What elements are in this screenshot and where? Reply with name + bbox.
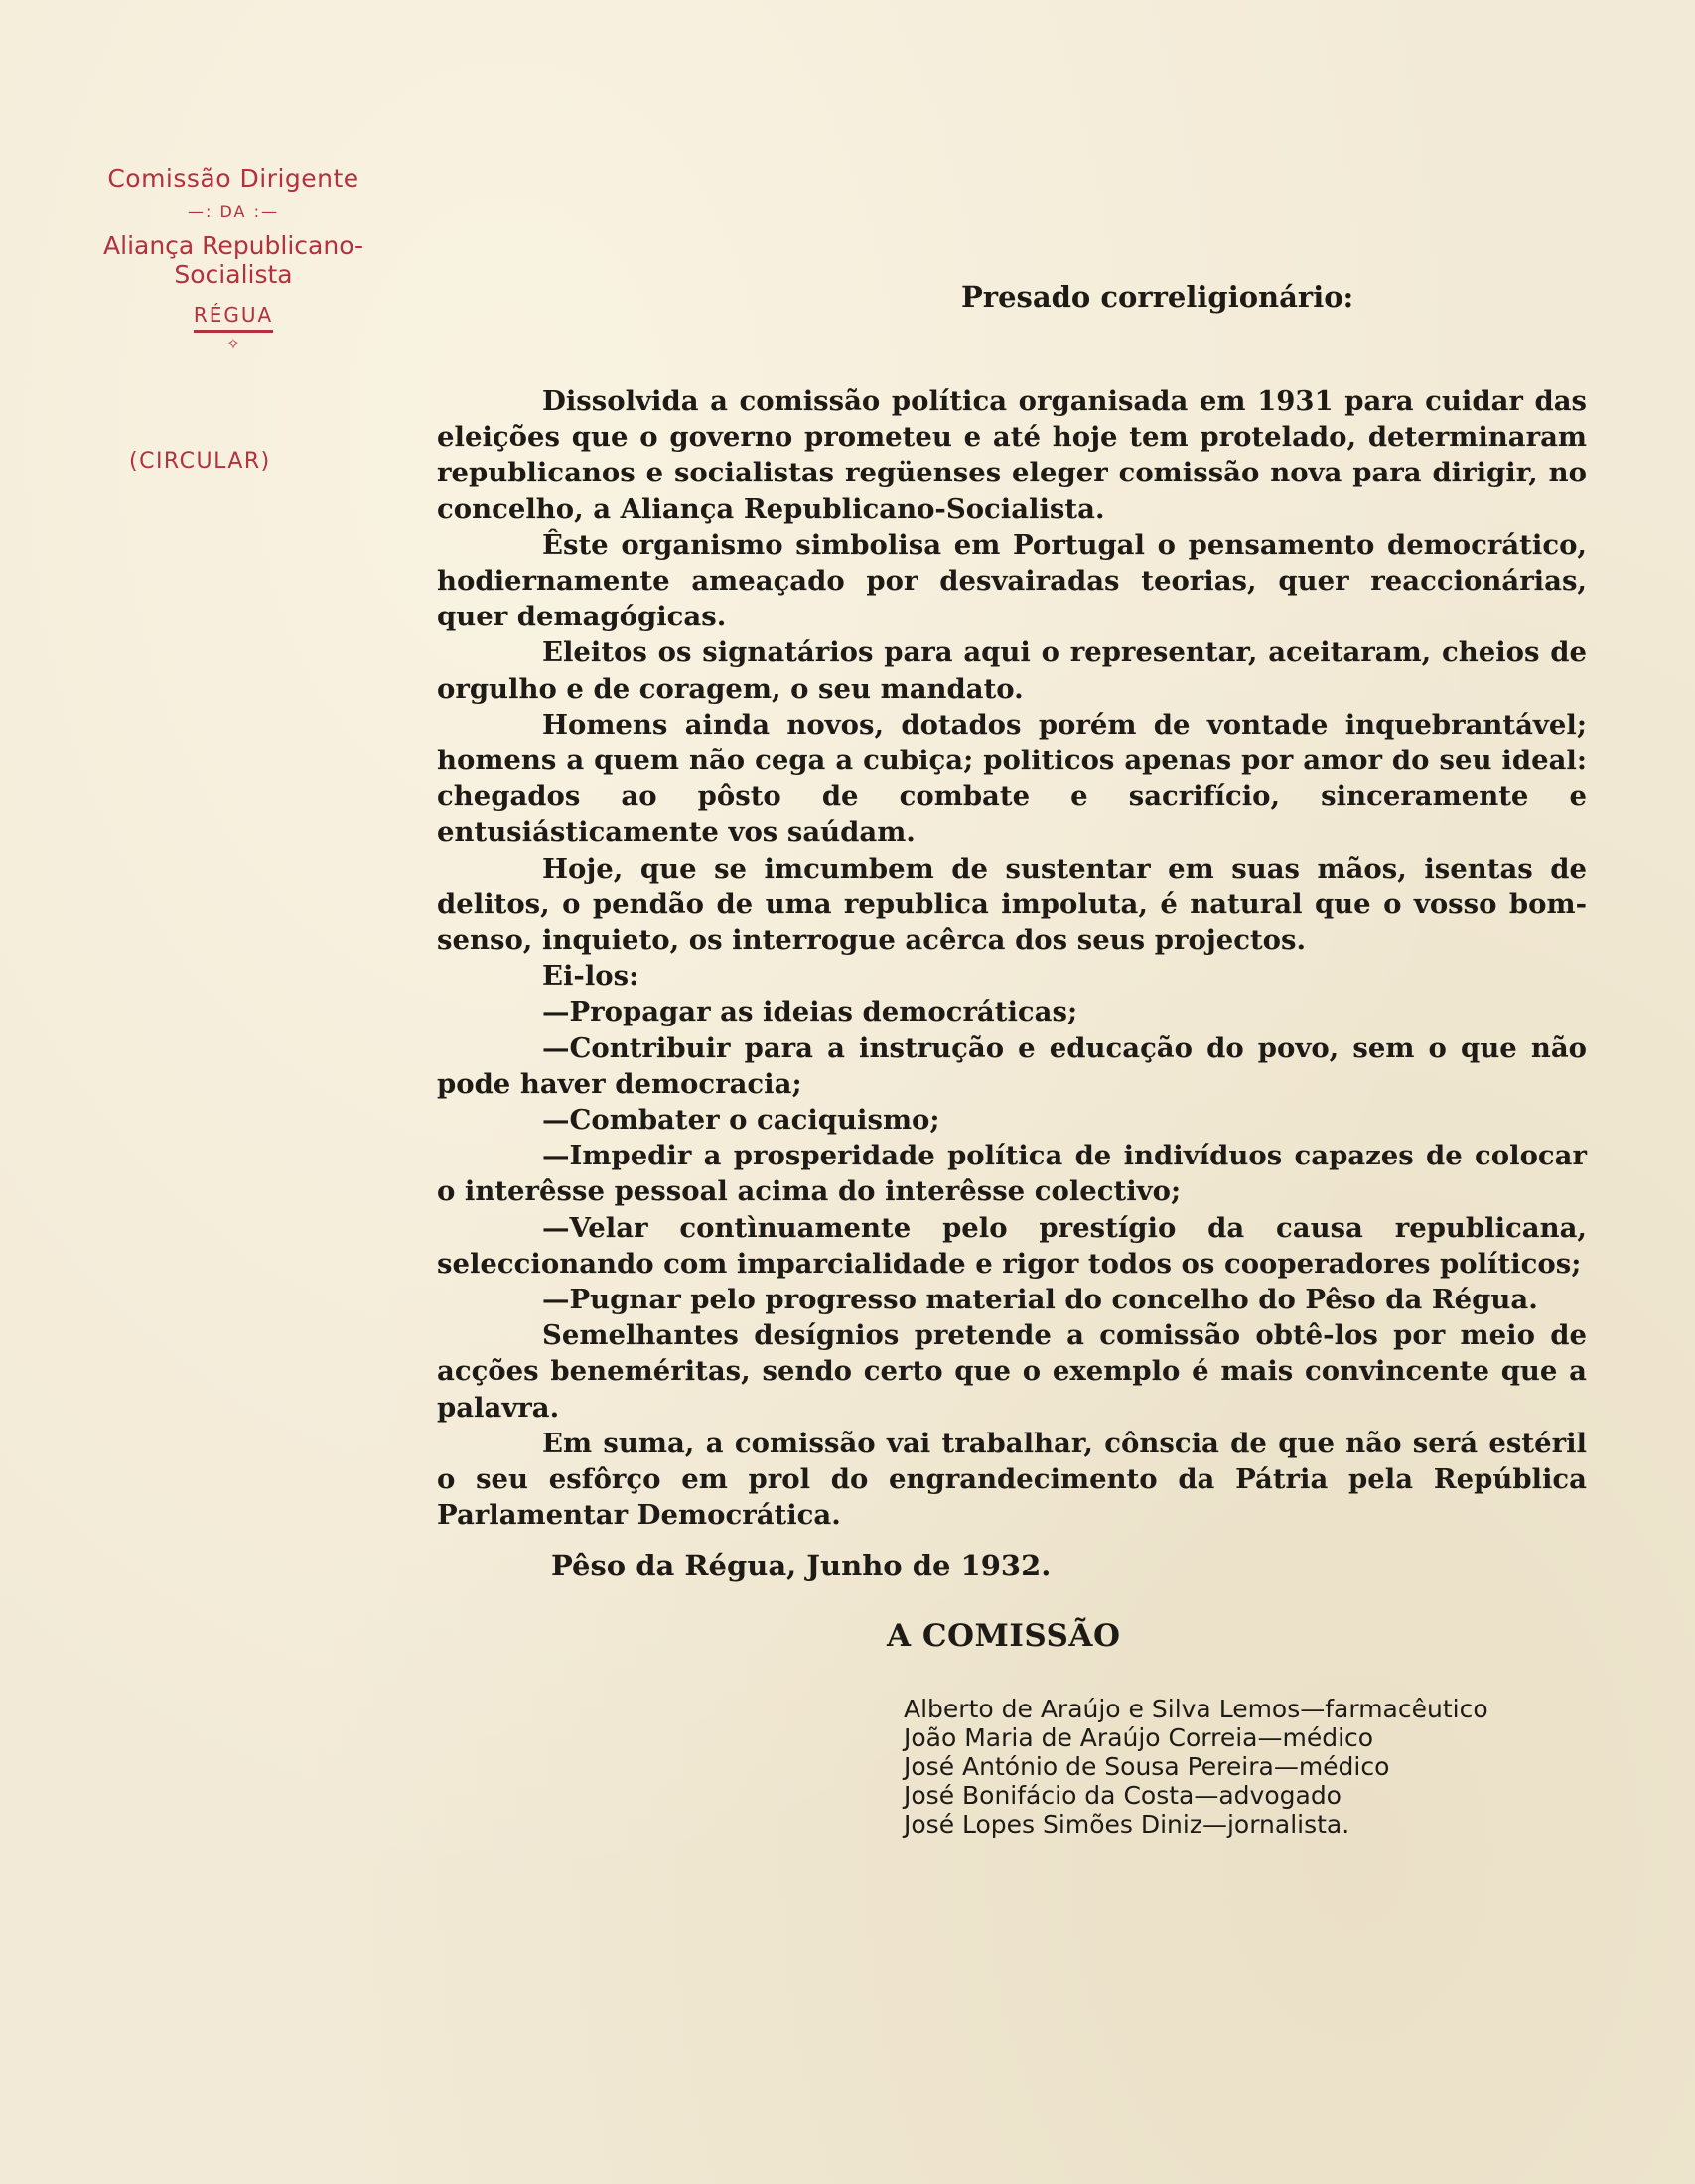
list-item: —Pugnar pelo progresso material do concelho do Pêso da Régua.: [542, 1284, 1538, 1316]
letterhead-alliance: Aliança Republicano-Socialista: [103, 231, 363, 289]
letterhead-town: RÉGUA: [194, 303, 273, 333]
signatory-list: [904, 1695, 1488, 1839]
list-item: —Contribuir para a instrução e educação do povo, sem o que não pode haver democracia;: [437, 1031, 1587, 1100]
signoff: A COMISSÃO: [887, 1618, 1121, 1654]
letter-body: [437, 383, 1587, 1534]
signatory: José Bonifácio da Costa—advogado: [904, 1781, 1342, 1810]
list-item: —Combater o caciquismo;: [542, 1104, 940, 1137]
paragraph: Ei-los:: [542, 960, 639, 993]
letterhead-committee: Comissão Dirigente: [107, 164, 359, 193]
paragraph: Homens ainda novos, dotados porém de vontade inquebrantável; homens a quem não cega a cubiça; politicos apenas por amor do seu ideal: chegados ao pôsto de combate e sacrifício, sinceramente e entusiásticamente vos saúdam.: [437, 708, 1587, 849]
signatory: José António de Sousa Pereira—médico: [904, 1752, 1390, 1781]
paragraph: Semelhantes desígnios pretende a comissão obtê-los por meio de acções beneméritas, sendo certo que o exemplo é mais convincente que a palavra.: [437, 1319, 1587, 1424]
list-item: —Impedir a prosperidade política de indivíduos capazes de colocar o interêsse pessoal acima do interêsse colectivo;: [437, 1140, 1587, 1208]
signatory: Alberto de Araújo e Silva Lemos—farmacêutico: [904, 1695, 1488, 1723]
paragraph: Em suma, a comissão vai trabalhar, cônscia de que não será estéril o seu esfôrço em prol do engrandecimento da Pátria pela República Parlamentar Democrática.: [437, 1427, 1587, 1532]
paragraph: Eleitos os signatários para aqui o representar, aceitaram, cheios de orgulho e de coragem, o seu mandato.: [437, 636, 1587, 705]
paragraph: Dissolvida a comissão política organisada em 1931 para cuidar das eleições que o governo prometeu e até hoje tem protelado, determinaram republicanos e socialistas regüenses eleger comissão nova para dirigir, no concelho, a Aliança Republicano-Socialista.: [437, 385, 1587, 525]
ornament-icon: ✧: [226, 335, 240, 353]
signatory: João Maria de Araújo Correia—médico: [904, 1723, 1374, 1752]
letterhead-da: —: DA :—: [188, 203, 279, 221]
dateline: Pêso da Régua, Junho de 1932.: [551, 1549, 1052, 1582]
list-item: —Propagar as ideias democráticas;: [542, 996, 1078, 1028]
letterhead: [50, 164, 417, 353]
circular-label: (CIRCULAR): [129, 449, 271, 474]
list-item: —Velar contìnuamente pelo prestígio da causa republicana, seleccionando com imparcialidade e rigor todos os cooperadores políticos;: [437, 1211, 1587, 1280]
paragraph: Êste organismo simbolisa em Portugal o pensamento democrático, hodiernamente ameaçado por desvairadas teorias, quer reaccionárias, quer demagógicas.: [437, 528, 1587, 633]
signatory: José Lopes Simões Diniz—jornalista.: [904, 1810, 1350, 1839]
paragraph: Hoje, que se imcumbem de sustentar em suas mãos, isentas de delitos, o pendão de uma republica impoluta, é natural que o vosso bom-senso, inquieto, os interrogue acêrca dos seus projectos.: [437, 852, 1587, 957]
salutation: Presado correligionário:: [961, 280, 1354, 314]
